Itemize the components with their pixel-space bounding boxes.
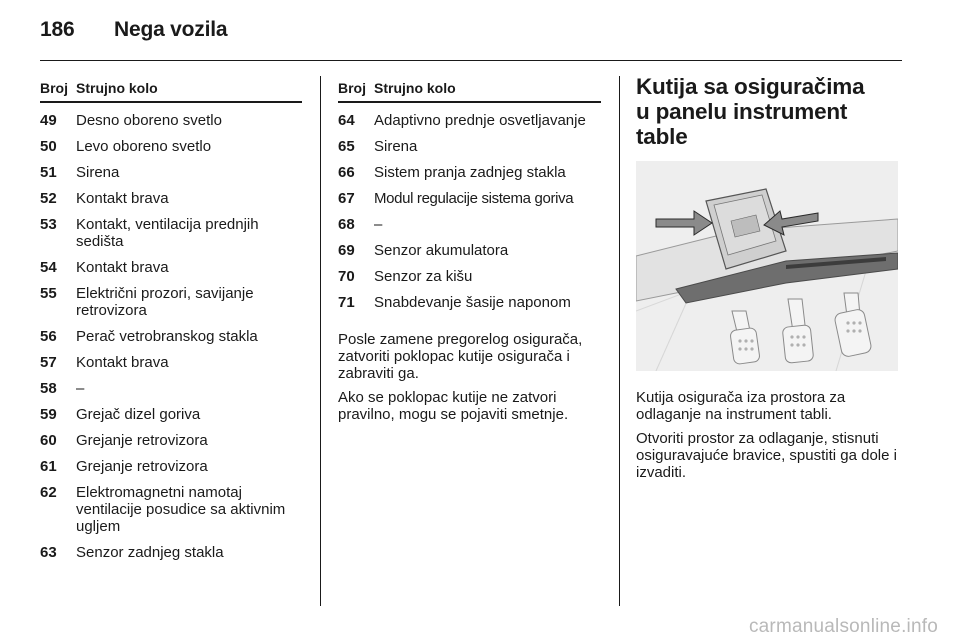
fuse-number: 70 — [338, 268, 355, 285]
table-row — [338, 190, 601, 207]
table-row — [338, 138, 601, 155]
table-row — [40, 216, 302, 250]
paragraph: Kutija osigurača iza prostora za odlaganje na instrument tabli. — [636, 389, 846, 423]
circuit-name: Adaptivno prednje osvetljavanje — [374, 112, 586, 129]
circuit-name: Sirena — [374, 138, 418, 155]
paragraph: Otvoriti prostor za odlaganje, stisnuti osiguravajuće bravice, spustiti ga dole i izvaditi. — [636, 430, 897, 481]
page-header — [40, 18, 227, 42]
paragraph: Ako se poklopac kutije ne zatvori pravilno, mogu se pojaviti smetnje. — [338, 389, 569, 423]
table-row — [40, 484, 302, 535]
table-row — [338, 268, 601, 285]
fuse-number: 68 — [338, 216, 355, 233]
section-title-line: u panelu instrument table — [636, 99, 848, 149]
table-row — [40, 285, 302, 319]
table-row — [40, 164, 302, 181]
fuse-number: 55 — [40, 285, 57, 302]
circuit-name: Grejanje retrovizora — [76, 432, 208, 449]
circuit-name: Električni prozori, savijanje retrovizora — [76, 285, 254, 319]
fuse-box-illustration — [636, 161, 898, 371]
table-row — [338, 242, 601, 259]
table-row — [40, 380, 302, 397]
circuit-name: Kontakt brava — [76, 354, 169, 371]
fuse-number: 66 — [338, 164, 355, 181]
fuse-number: 71 — [338, 294, 355, 311]
circuit-name: Grejač dizel goriva — [76, 406, 201, 423]
fuse-number: 61 — [40, 458, 57, 475]
fuse-number: 60 — [40, 432, 57, 449]
circuit-name: Sistem pranja zadnjeg stakla — [374, 164, 566, 181]
table-row — [40, 544, 302, 561]
circuit-name: Sirena — [76, 164, 120, 181]
circuit-name: Elektromagnetni namotaj ventilacije posudice sa aktivnim ugljem — [76, 484, 286, 535]
circuit-name: Levo oboreno svetlo — [76, 138, 212, 155]
circuit-name: Senzor zadnjeg stakla — [76, 544, 224, 561]
fuse-number: 64 — [338, 112, 355, 129]
fuse-number: 67 — [338, 190, 355, 207]
page-title: Nega vozila — [114, 18, 228, 41]
fuse-number: 49 — [40, 112, 57, 129]
column-divider — [320, 76, 321, 606]
table-body — [40, 112, 302, 561]
table-row — [40, 190, 302, 207]
circuit-name: Kontakt, ventilacija prednjih sedišta — [76, 216, 259, 250]
header-number: Broj — [40, 80, 68, 96]
instructions — [338, 331, 601, 423]
fuse-number: 53 — [40, 216, 57, 233]
circuit-name: – — [76, 380, 85, 397]
section-title — [636, 74, 898, 149]
circuit-name: Kontakt brava — [76, 259, 169, 276]
table-row — [40, 138, 302, 155]
circuit-name: Senzor za kišu — [374, 268, 473, 285]
fuse-table-column-2 — [338, 80, 601, 430]
header-rule — [40, 60, 902, 61]
table-row — [338, 294, 601, 311]
circuit-name: Modul regulacije sistema goriva — [374, 190, 574, 207]
table-row — [338, 112, 601, 129]
fuse-table-column-1 — [40, 80, 302, 561]
fuse-number: 52 — [40, 190, 57, 207]
circuit-name: – — [374, 216, 383, 233]
circuit-name: Snabdevanje šasije naponom — [374, 294, 571, 311]
table-row — [40, 406, 302, 423]
circuit-name: Perač vetrobranskog stakla — [76, 328, 258, 345]
fuse-number: 63 — [40, 544, 57, 561]
table-body — [338, 112, 601, 311]
page-number: 186 — [40, 18, 75, 41]
paragraph: Posle zamene pregorelog osigurača, zatvoriti poklopac kutije osigurača i zabraviti ga. — [338, 331, 583, 382]
header-circuit: Strujno kolo — [76, 80, 158, 96]
fuse-number: 56 — [40, 328, 57, 345]
fuse-number: 58 — [40, 380, 57, 397]
section-text — [636, 389, 898, 481]
section-column — [636, 74, 898, 488]
fuse-number: 69 — [338, 242, 355, 259]
table-row — [40, 432, 302, 449]
illustration-svg — [636, 161, 898, 371]
table-row — [338, 216, 601, 233]
fuse-number: 62 — [40, 484, 57, 501]
table-row — [40, 328, 302, 345]
header-circuit: Strujno kolo — [374, 80, 456, 96]
fuse-number: 54 — [40, 259, 57, 276]
column-divider — [619, 76, 620, 606]
header-number: Broj — [338, 80, 366, 96]
table-header — [40, 80, 302, 103]
fuse-number: 51 — [40, 164, 57, 181]
circuit-name: Grejanje retrovizora — [76, 458, 208, 475]
table-row — [40, 354, 302, 371]
fuse-number: 57 — [40, 354, 57, 371]
watermark: carmanualsonline.info — [748, 616, 938, 637]
fuse-number: 50 — [40, 138, 57, 155]
section-title-line: Kutija sa osiguračima — [636, 74, 865, 99]
table-row — [40, 259, 302, 276]
circuit-name: Senzor akumulatora — [374, 242, 509, 259]
table-header — [338, 80, 601, 103]
circuit-name: Desno oboreno svetlo — [76, 112, 222, 129]
fuse-number: 65 — [338, 138, 355, 155]
table-row — [40, 458, 302, 475]
fuse-number: 59 — [40, 406, 57, 423]
table-row — [338, 164, 601, 181]
circuit-name: Kontakt brava — [76, 190, 169, 207]
table-row — [40, 112, 302, 129]
